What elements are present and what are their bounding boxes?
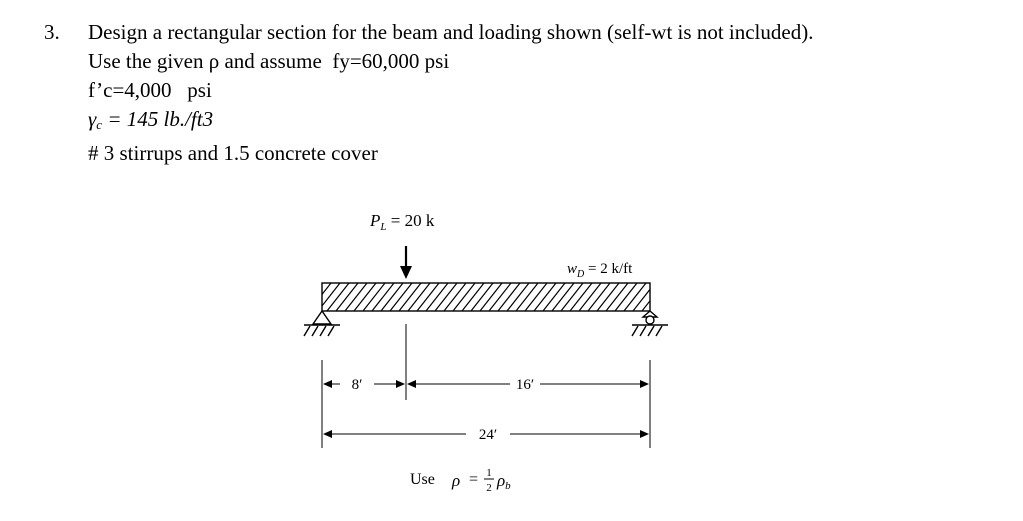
rho-b-subscript: b [505,480,511,492]
dimension-16ft-label: 16′ [515,377,535,393]
dimension-24ft-label: 24′ [478,427,498,443]
point-load-value: = 20 k [386,211,435,230]
point-load-label [369,211,435,233]
rho-formula [410,467,511,494]
dist-load-value: = 2 k/ft [584,261,633,277]
gamma-symbol: γ [88,107,97,131]
point-load-arrow [400,246,412,279]
point-load-subscript: L [380,221,387,233]
roller-support-right [632,311,668,336]
dimension-8ft [323,380,405,388]
dist-load-symbol: w [567,261,578,277]
fraction-denominator: 2 [486,482,492,494]
rho-symbol: ρ [452,471,461,490]
gamma-subscript: c [96,117,103,132]
dist-load-label [567,261,633,280]
pin-support-left [304,311,340,336]
problem-number: 3. [44,20,60,44]
fc-line: f’c=4,000 psi [88,78,212,102]
rho-b-base: ρ [497,471,506,490]
problem-title: Design a rectangular section for the beam and loading shown (self-wt is not included). [88,20,814,44]
fraction-numerator: 1 [486,467,492,479]
stirrups-line: # 3 stirrups and 1.5 concrete cover [88,141,378,165]
point-load-symbol: P [370,211,381,230]
dist-load-subscript: D [577,269,585,280]
gamma-value: = 145 lb./ft3 [102,107,214,131]
beam [300,283,700,311]
given-rho-line: Use the given ρ and assume fy=60,000 psi [88,49,450,73]
rho-b-symbol [496,471,511,492]
equals-sign: = [469,471,479,488]
use-label: Use [410,471,435,488]
dimension-8ft-label: 8′ [351,377,363,393]
